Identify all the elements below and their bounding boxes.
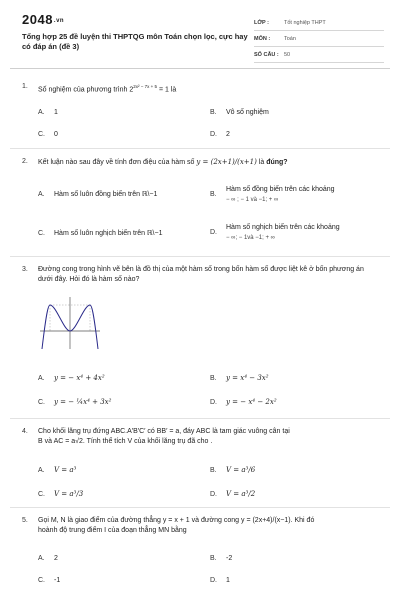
option-text: V = a³ (54, 466, 77, 474)
question-text-part: là (256, 159, 267, 166)
option-text: 2 (54, 555, 58, 562)
function-formula: y = (2x+1)/(x+1) (196, 158, 257, 166)
meta-key: SỐ CÂU : (254, 51, 279, 58)
option-b[interactable] (210, 108, 269, 118)
option-label: C. (38, 577, 45, 584)
option-text: 1 (54, 109, 58, 116)
option-text: -1 (54, 577, 61, 584)
option-text: V = a³/6 (226, 466, 256, 474)
option-a[interactable] (38, 108, 58, 118)
brand-logo[interactable] (22, 12, 64, 27)
option-text: 0 (54, 131, 58, 138)
option-text: y = − x⁴ + 4x² (54, 374, 105, 382)
option-label: D. (210, 577, 217, 584)
option-a[interactable] (38, 554, 58, 564)
option-label: D. (210, 131, 217, 138)
option-b[interactable] (210, 373, 269, 384)
option-d[interactable] (210, 576, 230, 586)
question-divider (10, 507, 390, 508)
option-label: A. (38, 191, 45, 198)
question-text-line: B và AC = a√2. Tính thể tích V của khối lăng trụ đã cho . (38, 438, 213, 445)
meta-value: 50 (284, 51, 291, 58)
option-label: C. (38, 230, 45, 237)
question-1 (22, 82, 378, 142)
question-text: Đường cong trong hình vẽ bên là đồ thị của một hàm số trong bốn hàm số được liệt kê ở bốn phương án dưới đây. Hỏi đó là hàm số nào? (38, 266, 364, 283)
option-d[interactable] (210, 397, 277, 408)
option-label: C. (38, 491, 45, 498)
option-label: A. (38, 109, 45, 116)
option-text: Vô số nghiệm (226, 109, 269, 116)
option-label: D. (210, 491, 217, 498)
option-a[interactable] (38, 465, 76, 476)
option-text: 1 (226, 577, 230, 584)
question-text (38, 157, 378, 168)
option-text: V = a³/2 (226, 490, 256, 498)
option-b[interactable] (210, 554, 232, 564)
question-number: 4. (22, 428, 28, 435)
option-text: Hàm số đồng biến trên các khoảng (226, 186, 335, 193)
option-text: 2 (226, 131, 230, 138)
question-4 (22, 427, 378, 503)
option-text: -2 (226, 555, 233, 562)
option-text: Hàm số luôn nghịch biến trên ℝ\−1 (54, 230, 163, 237)
question-text-line: Cho khối lăng trụ đứng ABC.A′B′C′ có BB′ = a, đáy ABC là tam giác vuông cân tại (38, 428, 290, 435)
option-text-block (226, 185, 376, 205)
question-divider (10, 256, 390, 257)
option-text: Hàm số luôn đồng biến trên ℝ\−1 (54, 191, 158, 198)
option-interval: − ∞; − 1và −1; + ∞ (226, 235, 275, 241)
option-label: B. (210, 109, 217, 116)
meta-row-subject (254, 31, 384, 47)
option-c[interactable] (38, 489, 83, 500)
option-interval: − ∞ ; − 1 và −1; + ∞ (226, 197, 279, 203)
option-d[interactable] (210, 223, 378, 243)
option-c[interactable] (38, 130, 58, 140)
option-text-block (226, 223, 376, 243)
question-text-part: Số nghiệm của phương trình 2 (38, 86, 134, 94)
question-text (38, 427, 378, 447)
question-text (38, 82, 378, 95)
question-text-line: hoành độ trung điểm I của đoạn thẳng MN bằng (38, 527, 187, 534)
option-b[interactable] (210, 465, 255, 476)
meta-row-count (254, 47, 384, 63)
question-2 (22, 157, 378, 252)
meta-key: LỚP : (254, 19, 269, 26)
option-label: B. (210, 555, 217, 562)
option-text: y = x⁴ − 3x² (226, 374, 269, 382)
function-graph (38, 295, 102, 351)
option-a[interactable] (38, 190, 157, 200)
question-text-part: = 1 là (157, 86, 177, 94)
question-3 (22, 265, 378, 420)
option-c[interactable] (38, 229, 162, 239)
meta-value: Toán (284, 35, 296, 42)
meta-row-class (254, 15, 384, 31)
question-5 (22, 516, 378, 594)
option-label: A. (38, 467, 45, 474)
question-divider (10, 148, 390, 149)
option-label: B. (210, 467, 217, 474)
option-label: A. (38, 375, 45, 382)
question-emphasis: đúng? (266, 159, 288, 166)
option-text: y = − ¼x⁴ + 3x² (54, 398, 112, 406)
option-label: B. (210, 375, 217, 382)
question-number: 3. (22, 266, 28, 273)
option-label: C. (38, 131, 45, 138)
question-number: 2. (22, 158, 28, 165)
option-label: D. (210, 229, 217, 236)
option-c[interactable] (38, 576, 60, 586)
meta-value: Tốt nghiệp THPT (284, 19, 326, 26)
option-text: Hàm số nghịch biến trên các khoảng (226, 224, 340, 231)
question-text-part: Kết luận nào sau đây về tính đơn điệu của hàm số (38, 159, 197, 166)
question-number: 5. (22, 517, 28, 524)
header-divider (10, 68, 390, 69)
option-label: D. (210, 399, 217, 406)
option-d[interactable] (210, 489, 255, 500)
brand-name: 2048 (22, 12, 53, 27)
brand-suffix: .vn (53, 17, 65, 24)
exam-meta (254, 15, 384, 63)
question-text-line: Gọi M, N là giao điểm của đường thẳng y = x + 1 và đường cong y = (2x+4)/(x−1). Khi đó (38, 517, 315, 524)
option-label: C. (38, 399, 45, 406)
option-text: y = − x⁴ − 2x² (226, 398, 277, 406)
option-c[interactable] (38, 397, 111, 408)
option-b[interactable] (210, 185, 378, 205)
question-divider (10, 418, 390, 419)
exponent: 2x² − 7x + 5 (133, 84, 158, 89)
meta-key: MÔN : (254, 35, 271, 42)
option-text: V = a³/3 (54, 490, 84, 498)
option-d[interactable] (210, 130, 230, 140)
question-number: 1. (22, 83, 28, 90)
option-a[interactable] (38, 373, 105, 384)
option-label: B. (210, 191, 217, 198)
option-label: A. (38, 555, 45, 562)
page-title: Tổng hợp 25 đề luyện thi THPTQG môn Toán chọn lọc, cực hay có đáp án (đề 3) (22, 32, 248, 51)
question-text (38, 516, 378, 536)
